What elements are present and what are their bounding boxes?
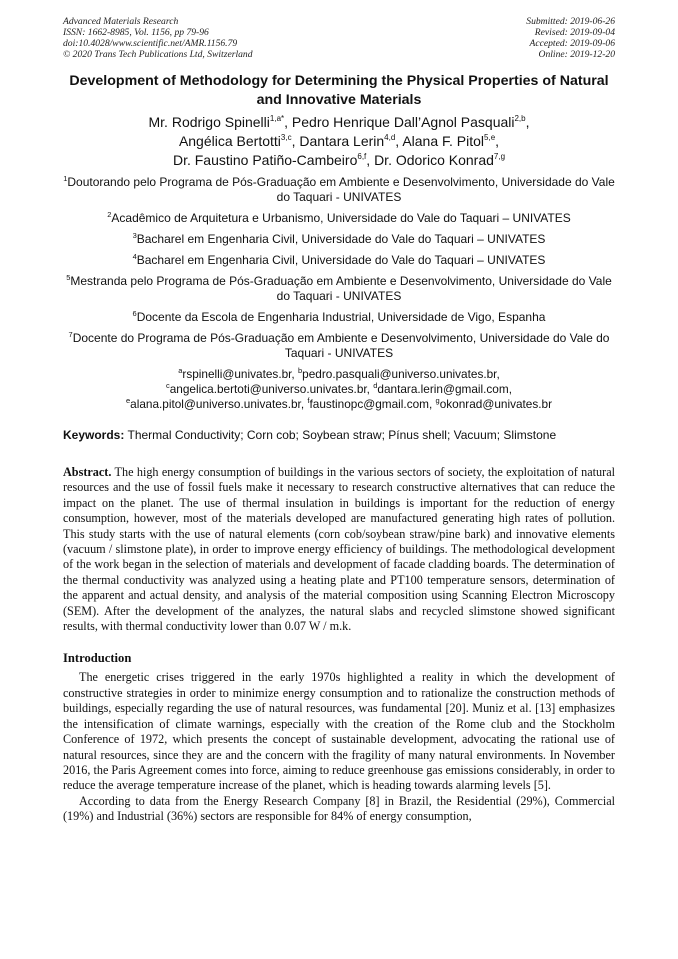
submitted-date: Submitted: 2019-06-26 [526,16,615,27]
doi[interactable]: doi:10.4028/www.scientific.net/AMR.1156.79 [63,38,238,49]
email-sup: e [125,396,131,405]
author [179,133,299,149]
author [292,114,530,130]
publication-header [63,16,615,60]
email-list [63,367,615,412]
author-sep: , [284,114,292,130]
online-date: Online: 2019-12-20 [538,49,615,60]
email-link[interactable]: angelica.bertoti@universo.univates.br, [169,382,374,396]
email-sup: a [178,366,183,375]
affiliation [63,310,615,325]
author-sep: , [525,114,530,130]
email-link[interactable]: alana.pitol@universo.univates.br, [130,397,308,411]
introduction-paragraph: According to data from the Energy Research Company [8] in Brazil, the Residential (29%), Commercial (19%) and Industrial (36%) sectors are responsible for 84% of energy consumption, [63,793,615,824]
affiliation-sup: 1 [63,174,68,183]
affiliation [63,232,615,247]
affiliation [63,253,615,268]
email-link[interactable]: pedro.pasquali@universo.univates.br, [302,367,500,381]
affiliation-list [63,175,615,361]
issn: ISSN: 1662-8985, Vol. 1156, pp 79-96 [63,27,209,38]
email-sup: f [307,396,310,405]
affiliation-sup: 4 [132,252,137,261]
author [149,114,292,130]
keywords [63,428,615,443]
author-name: Dr. Faustino Patiño-Cambeiro [172,152,358,168]
journal-info [63,16,253,60]
revised-date: Revised: 2019-09-04 [534,27,615,38]
author [299,133,402,149]
affiliation-text: Docente da Escola de Engenharia Industrial, Universidade de Vigo, Espanha [136,310,546,324]
author-name: Mr. Rodrigo Spinelli [148,114,270,130]
affiliation-text: Docente do Programa de Pós-Graduação em Ambiente e Desenvolvimento, Universidade do Vale do Taquari - UNIVATES [72,331,610,360]
author-name: Dr. Odorico Konrad [374,152,494,168]
author-sup: 7,g [493,152,506,161]
publication-dates [526,16,615,60]
email-link[interactable]: okonrad@univates.br [439,397,553,411]
email-link[interactable]: rspinelli@univates.br, [182,367,298,381]
keywords-text: Thermal Conductivity; Corn cob; Soybean straw; Pínus shell; Vacuum; Slimstone [127,428,557,442]
affiliation-sup: 2 [107,210,112,219]
author-sep: , [291,133,300,149]
email-sup: c [166,381,170,390]
author-name: Dantara Lerin [299,133,385,149]
paper-title: Development of Methodology for Determining the Physical Properties of Natural and Innovative Materials [69,73,609,108]
author-sep: , [366,152,375,168]
keywords-label: Keywords: [63,428,125,442]
affiliation [63,274,615,304]
affiliation-sup: 3 [132,231,137,240]
email-sup: d [373,381,378,390]
email-link[interactable]: dantara.lerin@gmail.com, [377,382,512,396]
affiliation [63,331,615,361]
author-sep: , [495,133,500,149]
author-sup: 3,c [280,133,292,142]
affiliation-sup: 5 [66,273,71,282]
affiliation-sup: 6 [132,309,137,318]
author-name: Alana F. Pitol [402,133,485,149]
author-sup: 4,d [384,133,396,142]
author-sup: 2,b [514,114,526,123]
affiliation [63,175,615,205]
author [173,152,374,168]
copyright: © 2020 Trans Tech Publications Ltd, Switzerland [63,49,253,60]
introduction-heading: Introduction [63,651,132,666]
journal-name: Advanced Materials Research [63,16,179,27]
abstract-text: The high energy consumption of buildings in the various sectors of society, the exploitation of natural resources and the use of fossil fuels make it necessary to research constructive alternatives that can reduce the impact on the planet. The use of thermal insulation in buildings is important for the reduction of energy consumption, however, most of the materials developed are manufactured generating high rates of pollution. This study starts with the use of natural elements (corn cob/soybean straw/pine bark) and innovative elements (vacuum / slimstone plate), in order to improve energy efficiency of buildings. The methodological development of the work began in the selection of materials and development of facade cladding boards. The determination of the thermal conductivity was analyzed using a heating plate and PT100 temperature sensors, determination of the apparent and actual density, and analysis of the material composition using Scanning Electron Microscopy (SEM). After the development of the analyzes, the natural slabs and recycled slimstone showed significant results, with thermal conductivity lower than 0.07 W / m.k. [63,465,615,634]
author-list [63,113,615,170]
affiliation-text: Bacharel em Engenharia Civil, Universidade do Vale do Taquari – UNIVATES [136,253,546,267]
author-sup: 6,f [357,152,367,161]
email-sup: b [298,366,303,375]
introduction-paragraph: The energetic crises triggered in the early 1970s highlighted a reality in which the development of constructive strategies in order to minimize energy consumption and to rationalize the construction methods of buildings, especially regarding the use of natural resources, was fundamental [20]. Muniz et al. [13] emphasizes the intensification of climate warnings, especially with the creation of the Rome club and the Stockholm Conference of 1972, which presents the concept of sustainable development, advocating the rational use of natural resources, since they are and the concern with the fragility of many natural environments. In November 2016, the Paris Agreement comes into force, aiming to reduce greenhouse gas emissions considerably, in order to reduce the average temperature increase of the planet, which is heading towards alarming levels [5]. [63,670,615,793]
author-name: Angélica Bertotti [178,133,281,149]
author-sup: 5,e [484,133,496,142]
affiliation-text: Mestranda pelo Programa de Pós-Graduação em Ambiente e Desenvolvimento, Universidade do Vale do Taquari - UNIVATES [70,274,612,303]
affiliation [63,211,615,226]
abstract-label: Abstract. [63,465,112,479]
email-sup: g [435,396,440,405]
abstract [63,465,615,634]
accepted-date: Accepted: 2019-09-06 [529,38,615,49]
affiliation-text: Acadêmico de Arquitetura e Urbanismo, Universidade do Vale do Taquari – UNIVATES [111,211,571,225]
author [374,152,505,168]
author-sup: 1,a* [269,114,285,123]
affiliation-text: Bacharel em Engenharia Civil, Universidade do Vale do Taquari – UNIVATES [136,232,546,246]
affiliation-sup: 7 [68,330,73,339]
email-link[interactable]: faustinopc@gmail.com, [309,397,436,411]
author-name: Pedro Henrique Dall’Agnol Pasquali [291,114,515,130]
author [402,133,499,149]
affiliation-text: Doutorando pelo Programa de Pós-Graduação em Ambiente e Desenvolvimento, Universidade do Vale do Taquari - UNIVATES [67,175,615,204]
author-sep: , [395,133,403,149]
